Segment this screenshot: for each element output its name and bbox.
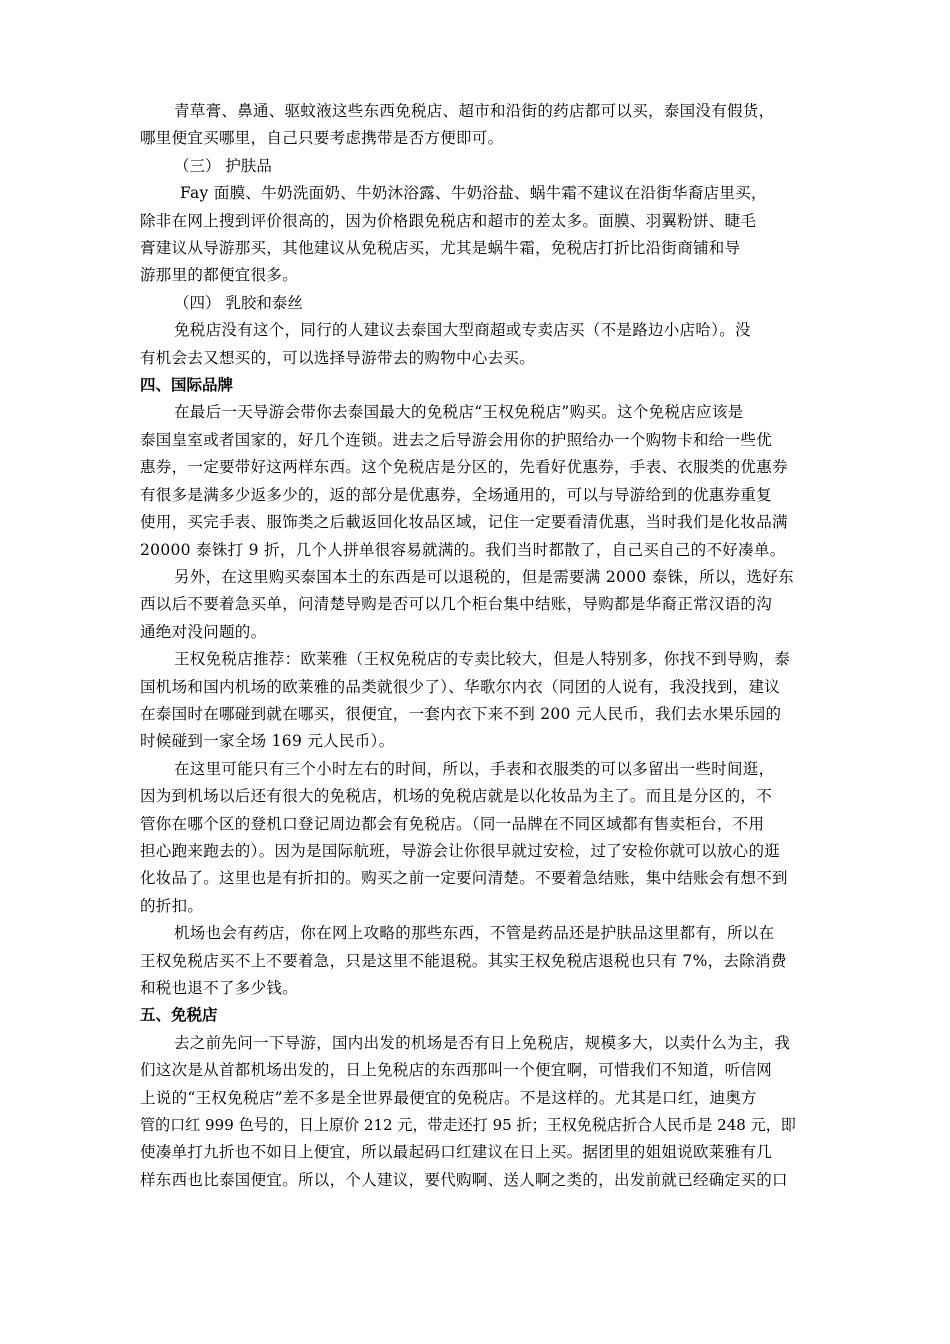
text-line: 在泰国时在哪碰到就在哪买，很便宜，一套内衣下来不到 200 元人民币，我们去水果乐园的 [140, 704, 782, 723]
text-line: 在这里可能只有三个小时左右的时间，所以，手表和衣服类的可以多留出一些时间逛， [174, 759, 775, 778]
text-line: 管的口红 999 色号的，日上原价 212 元，带走还打 95 折；王权免税店折合人民币是 248 元，即 [140, 1116, 796, 1135]
paragraph [140, 1030, 812, 1194]
text-line: 西以后不要着急买单，问清楚导购是否可以几个柜台集中结账，导购都是华裔正常汉语的沟 [140, 595, 773, 614]
text-line: 在最后一天导游会带你去泰国最大的免税店“王权免税店”购买。这个免税店应该是 [174, 403, 744, 422]
text-line: 因为到机场以后还有很大的免税店，机场的免税店就是以化妆品为主了。而且是分区的，不 [140, 787, 773, 806]
text-line: 机场也会有药店，你在网上攻略的那些东西，不管是药品还是护肤品这里都有，所以在 [174, 924, 775, 943]
text-line: 的折扣。 [140, 896, 204, 915]
paragraph [140, 317, 812, 372]
text-line: 免税店没有这个，同行的人建议去泰国大型商超或专卖店买（不是路边小店哈）。没 [174, 321, 751, 340]
subsection-heading: （四） 乳胶和泰丝 [174, 293, 303, 312]
section-heading: 五、免税店 [140, 1006, 218, 1025]
text-line: 担心跑来跑去的）。因为是国际航班，导游会让你很早就过安检，过了安检你就可以放心的逛 [140, 841, 781, 860]
paragraph [140, 920, 812, 1002]
text-line: 化妆品了。这里也是有折扣的。购买之前一定要问清楚。不要着急结账，集中结账会有想不到 [140, 869, 788, 888]
text-line: 除非在网上搜到评价很高的，因为价格跟免税店和超市的差太多。面膜、羽翼粉饼、睫毛 [140, 211, 757, 230]
text-line: 和税也退不了多少钱。 [140, 979, 299, 997]
paragraph [140, 399, 812, 563]
text-line: 王权免税店买不上不要着急，只是这里不能退税。其实王权免税店退税也只有 7%，去除消费 [140, 951, 787, 970]
subsection-heading: （三） 护肤品 [174, 156, 272, 175]
section-heading: 四、国际品牌 [140, 376, 234, 395]
text-line: 去之前先问一下导游，国内出发的机场是否有日上免税店，规模多大，以卖什么为主，我 [174, 1033, 791, 1052]
paragraph [140, 756, 812, 920]
text-line: 上说的“王权免税店”差不多是全世界最便宜的免税店。不是这样的。尤其是口红，迪奥方 [140, 1088, 757, 1107]
paragraph [140, 564, 812, 646]
text-line: 泰国皇室或者国家的，好几个连锁。进去之后导游会用你的护照给办一个购物卡和给一些优 [140, 430, 773, 449]
text-line: 有机会去又想买的，可以选择导游带去的购物中心去买。 [140, 348, 536, 367]
text-line: 游那里的都便宜很多。 [140, 266, 299, 285]
text-line: 另外，在这里购买泰国本土的东西是可以退税的，但是需要满 2000 泰铢，所以，选好东 [174, 567, 794, 586]
document-body [140, 98, 812, 1194]
text-line: 有很多是满多少返多少的，返的部分是优惠券，全场通用的，可以与导游给到的优惠券重复 [140, 485, 773, 504]
text-line: Fay 面膜、牛奶洗面奶、牛奶沐浴露、牛奶浴盐、蜗牛霜不建议在沿街华裔店里买， [180, 184, 767, 203]
text-line: 膏建议从导游那买，其他建议从免税店买，尤其是蜗牛霜，免税店打折比沿街商铺和导 [140, 239, 741, 258]
text-line: 时候碰到一家全场 169 元人民币）。 [140, 732, 395, 751]
paragraph [140, 180, 812, 290]
text-line: 国机场和国内机场的欧莱雅的品类就很少了）、华歌尔内衣（同团的人说有，我没找到，建议 [140, 677, 781, 696]
text-line: 惠券，一定要带好这两样东西。这个免税店是分区的，先看好优惠券，手表、衣服类的优惠券 [140, 458, 788, 477]
text-line: 样东西也比泰国便宜。所以，个人建议，要代购啊、送人啊之类的，出发前就已经确定买的口 [140, 1170, 788, 1189]
text-line: 哪里便宜买哪里，自己只要考虑携带是否方便即可。 [140, 129, 504, 148]
text-line: 20000 泰铢打 9 折，几个人拼单很容易就满的。我们当时都散了，自己买自己的不好凑单。 [140, 540, 786, 559]
text-line: 使用，买完手表、服饰类之后載返回化妆品区域，记住一定要看清优惠，当时我们是化妆品满 [140, 513, 788, 532]
text-line: 使凑单打九折也不如日上便宜，所以最起码口红建议在日上买。据团里的姐姐说欧莱雅有几 [140, 1143, 773, 1162]
text-line: 青草膏、鼻通、驱蚊液这些东西免税店、超市和沿街的药店都可以买，泰国没有假货， [174, 102, 775, 120]
text-line: 通绝对没问题的。 [140, 622, 267, 641]
text-line: 管你在哪个区的登机口登记周边都会有免税店。（同一品牌在不同区域都有售卖柜台，不用 [140, 814, 765, 833]
text-line: 王权免税店推荐：欧莱雅（王权免税店的专卖比较大，但是人特别多，你找不到导购，泰 [174, 650, 791, 669]
text-line: 们这次是从首都机场出发的，日上免税店的东西那叫一个便宜啊，可惜我们不知道，听信网 [140, 1061, 773, 1080]
paragraph [140, 646, 812, 756]
paragraph [140, 98, 812, 153]
